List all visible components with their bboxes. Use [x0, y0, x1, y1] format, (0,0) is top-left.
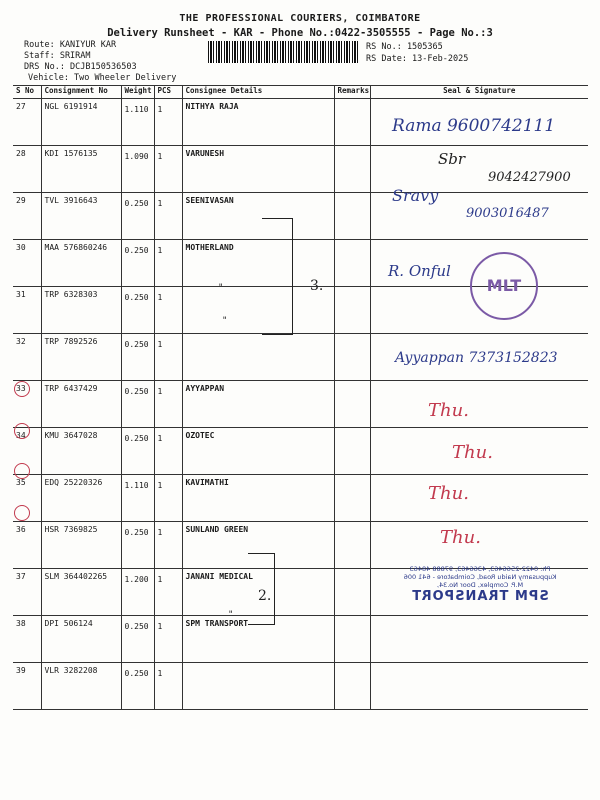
spm-stamp-line3: Ph: 0422-2566463, 4366463, 97888 48463	[409, 565, 551, 573]
ditto-mark-row39: "	[228, 610, 234, 620]
cell-consignment: MAA 576860246	[41, 240, 121, 287]
table-row	[13, 616, 588, 663]
red-circle-34	[14, 381, 30, 397]
cell-pcs: 1	[154, 240, 182, 287]
spm-transport-stamp	[395, 565, 565, 604]
cell-consignment: KDI 1576135	[41, 146, 121, 193]
handwritten-row29-phone: 9003016487	[466, 206, 549, 221]
red-circle-36	[14, 463, 30, 479]
cell-weight: 1.090	[121, 146, 154, 193]
cell-consignee: AYYAPPAN	[182, 381, 334, 428]
cell-pcs: 1	[154, 381, 182, 428]
cell-consignment: TRP 6437429	[41, 381, 121, 428]
cell-consignee: OZOTEC	[182, 428, 334, 475]
handwritten-row28-phone: 9042427900	[488, 170, 571, 185]
cell-consignee: MOTHERLAND	[182, 240, 334, 287]
red-circle-37	[14, 505, 30, 521]
table-header-row	[13, 86, 588, 99]
ditto-mark-row32: "	[222, 316, 228, 326]
handwritten-row34: Thu.	[428, 400, 469, 421]
cell-consignment: EDQ 25220326	[41, 475, 121, 522]
handwritten-row29-signature: Sravy	[392, 186, 439, 205]
cell-consignee: KAVIMATHI	[182, 475, 334, 522]
cell-weight: 0.250	[121, 616, 154, 663]
cell-sno: 28	[13, 146, 41, 193]
cell-pcs: 1	[154, 616, 182, 663]
cell-remarks	[334, 522, 370, 569]
drs-label: DRS No.: DCJB150536503	[24, 62, 137, 72]
cell-consignee: SEENIVASAN	[182, 193, 334, 240]
route-label: Route: KANIYUR KAR	[24, 40, 117, 50]
cell-signature	[370, 616, 588, 663]
cell-consignment: DPI 506124	[41, 616, 121, 663]
cell-sno: 33	[13, 381, 41, 428]
cell-remarks	[334, 240, 370, 287]
handwritten-row31-signature: R. Onful	[388, 262, 451, 280]
cell-weight: 0.250	[121, 522, 154, 569]
cell-remarks	[334, 475, 370, 522]
barcode-image	[208, 41, 358, 63]
header-consignment: Consignment No	[41, 86, 121, 99]
cell-sno: 34	[13, 428, 41, 475]
cell-consignment: NGL 6191914	[41, 99, 121, 146]
cell-sno: 31	[13, 287, 41, 334]
table-row	[13, 522, 588, 569]
cell-consignment: SLM 364402265	[41, 569, 121, 616]
cell-weight: 0.250	[121, 663, 154, 710]
header-remarks: Remarks	[334, 86, 370, 99]
cell-signature	[370, 475, 588, 522]
table-row	[13, 381, 588, 428]
cell-sno: 32	[13, 334, 41, 381]
cell-remarks	[334, 428, 370, 475]
cell-sno: 38	[13, 616, 41, 663]
cell-remarks	[334, 334, 370, 381]
cell-remarks	[334, 146, 370, 193]
ditto-mark-row31: "	[218, 283, 224, 293]
cell-consignee	[182, 663, 334, 710]
cell-sno: 29	[13, 193, 41, 240]
cell-consignment: TRP 6328303	[41, 287, 121, 334]
mlt-stamp: MLT	[470, 252, 538, 320]
cell-consignee: VARUNESH	[182, 146, 334, 193]
cell-consignment: TVL 3916643	[41, 193, 121, 240]
cell-remarks	[334, 569, 370, 616]
cell-signature	[370, 381, 588, 428]
cell-weight: 1.200	[121, 569, 154, 616]
rs-date: RS Date: 13-Feb-2025	[366, 54, 469, 64]
header-pcs: PCS	[154, 86, 182, 99]
cell-pcs: 1	[154, 146, 182, 193]
cell-sno: 37	[13, 569, 41, 616]
bracket-rows-30-32	[262, 218, 293, 335]
cell-pcs: 1	[154, 287, 182, 334]
handwritten-row28-signature: Sbr	[438, 150, 466, 168]
cell-remarks	[334, 193, 370, 240]
cell-weight: 0.250	[121, 240, 154, 287]
staff-label: Staff: SRIRAM	[24, 51, 91, 61]
company-title: THE PROFESSIONAL COURIERS, COIMBATORE	[179, 13, 421, 24]
table-row	[13, 663, 588, 710]
cell-remarks	[334, 663, 370, 710]
cell-sno: 30	[13, 240, 41, 287]
spm-stamp-name: SPM TRANSPORT	[411, 589, 549, 604]
cell-consignee: NITHYA RAJA	[182, 99, 334, 146]
cell-sno: 35	[13, 475, 41, 522]
vehicle-label: Vehicle: Two Wheeler Delivery	[28, 73, 177, 83]
bracket-count-3: 3.	[310, 278, 324, 294]
handwritten-row37: Thu.	[440, 527, 481, 548]
cell-remarks	[334, 616, 370, 663]
cell-weight: 0.250	[121, 381, 154, 428]
cell-consignment: VLR 3282208	[41, 663, 121, 710]
cell-pcs: 1	[154, 334, 182, 381]
spm-stamp-line1: M.P. Complex, Door No.34,	[436, 581, 524, 589]
cell-weight: 0.250	[121, 287, 154, 334]
cell-remarks	[334, 287, 370, 334]
header-weight: Weight	[121, 86, 154, 99]
cell-weight: 0.250	[121, 193, 154, 240]
handwritten-row35: Thu.	[452, 442, 493, 463]
cell-sno: 39	[13, 663, 41, 710]
cell-pcs: 1	[154, 522, 182, 569]
cell-weight: 1.110	[121, 99, 154, 146]
header-signature: Seal & Signature	[370, 86, 588, 99]
cell-weight: 0.250	[121, 428, 154, 475]
cell-consignee: JANANI MEDICAL	[182, 569, 334, 616]
runsheet-subtitle: Delivery Runsheet - KAR - Phone No.:0422-3505555 - Page No.:3	[107, 27, 493, 39]
handwritten-row33: Ayyappan 7373152823	[395, 350, 558, 366]
cell-consignment: HSR 7369825	[41, 522, 121, 569]
table-row	[13, 146, 588, 193]
cell-consignment: KMU 3647028	[41, 428, 121, 475]
cell-remarks	[334, 99, 370, 146]
cell-consignee	[182, 334, 334, 381]
header-consignee: Consignee Details	[182, 86, 334, 99]
cell-pcs: 1	[154, 569, 182, 616]
cell-weight: 0.250	[121, 334, 154, 381]
cell-pcs: 1	[154, 663, 182, 710]
cell-sno: 27	[13, 99, 41, 146]
bracket-count-2: 2.	[258, 588, 272, 604]
cell-pcs: 1	[154, 193, 182, 240]
table-row	[13, 475, 588, 522]
cell-weight: 1.110	[121, 475, 154, 522]
cell-sno: 36	[13, 522, 41, 569]
cell-consignment: TRP 7892526	[41, 334, 121, 381]
spm-stamp-line2: Kuppusamy Naidu Road, Coimbatore - 641 006	[403, 573, 557, 581]
cell-consignee: SUNLAND GREEN	[182, 522, 334, 569]
cell-signature	[370, 663, 588, 710]
cell-remarks	[334, 381, 370, 428]
red-circle-35	[14, 423, 30, 439]
cell-pcs: 1	[154, 99, 182, 146]
table-row	[13, 428, 588, 475]
rs-number: RS No.: 1505365	[366, 42, 443, 52]
header-sno: S No	[13, 86, 41, 99]
handwritten-row27: Rama 9600742111	[392, 116, 556, 136]
handwritten-row36: Thu.	[428, 483, 469, 504]
cell-pcs: 1	[154, 428, 182, 475]
cell-consignee: SPM TRANSPORT	[182, 616, 334, 663]
cell-pcs: 1	[154, 475, 182, 522]
